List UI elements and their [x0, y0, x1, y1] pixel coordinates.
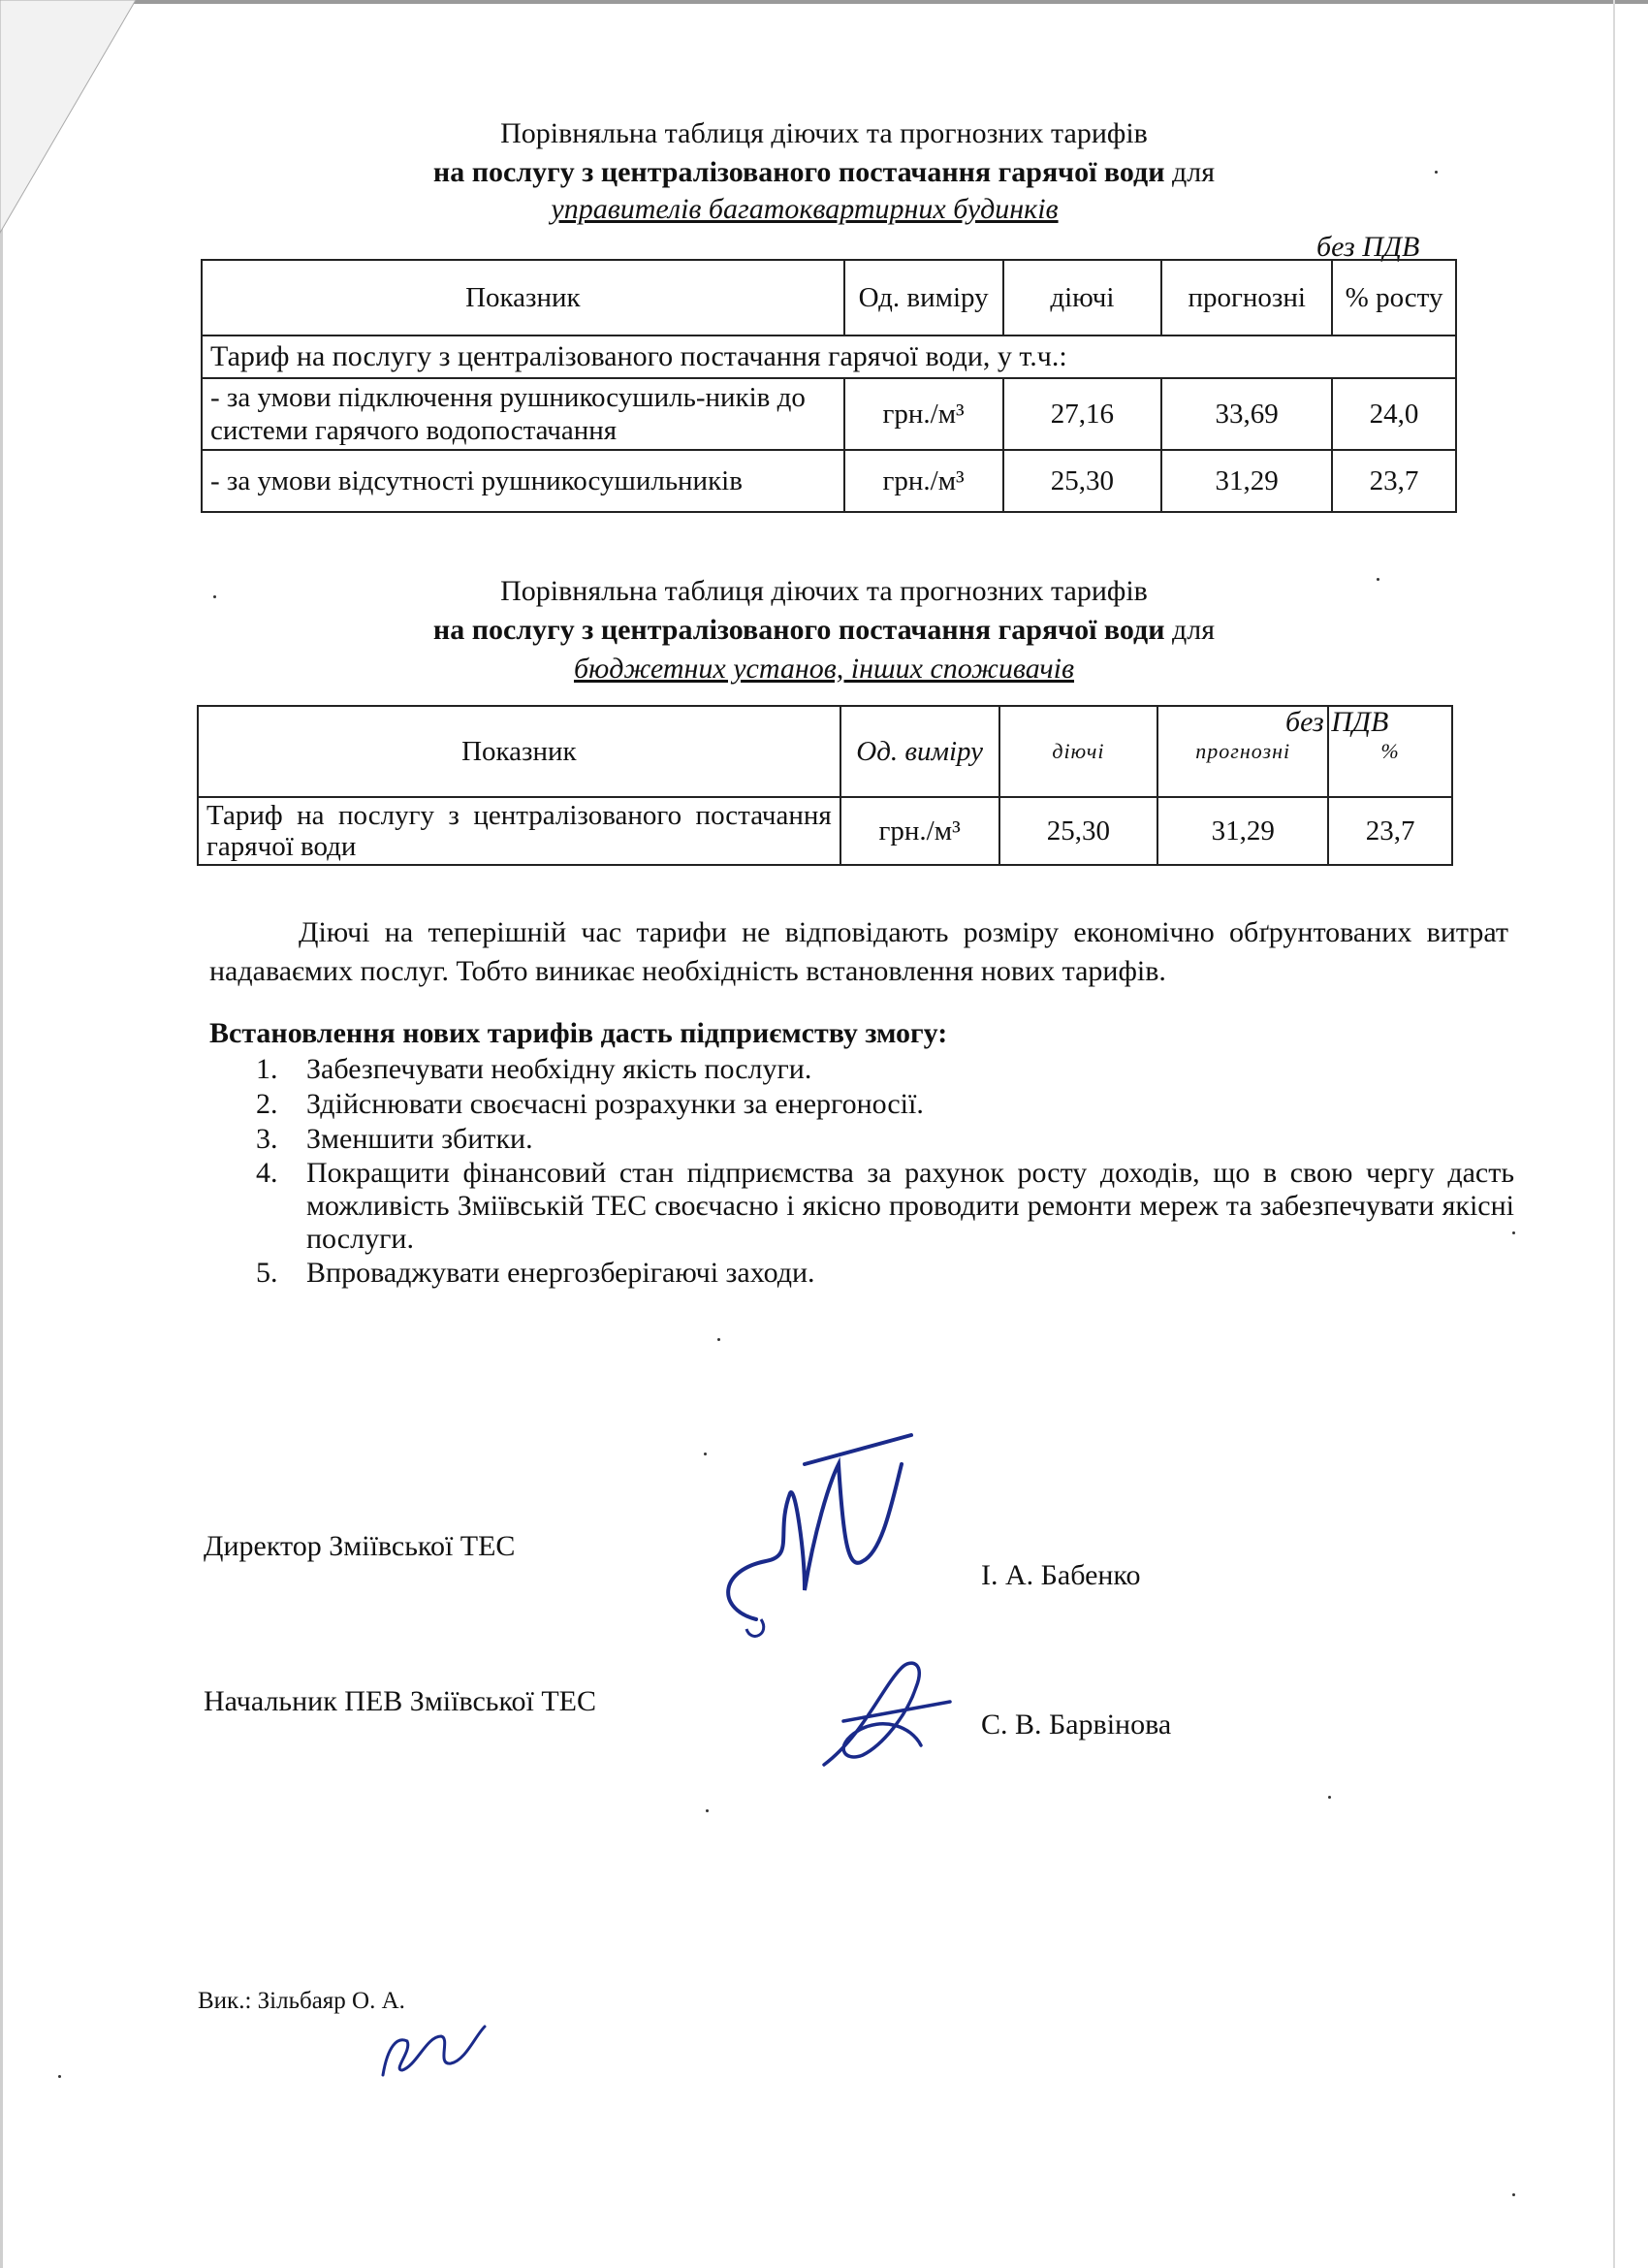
scan-edge-right: [1613, 0, 1615, 2268]
director-signature: [659, 1425, 931, 1648]
header-growth: %: [1328, 706, 1452, 797]
row-current: 27,16: [1003, 378, 1162, 450]
row-unit: грн./м³: [844, 378, 1003, 450]
table2-title-tail: для: [1164, 614, 1216, 646]
list-item-text: Забезпечувати необхідну якість послуги.: [306, 1053, 812, 1085]
scan-fold-corner: [0, 0, 194, 252]
table1-title-line1: Порівняльна таблиця діючих та прогнозних тарифів: [500, 117, 1148, 149]
list-item-text: Впроваджувати енергозберігаючі заходи.: [306, 1257, 815, 1289]
table1-subtitle: управителів багатоквартирних будинків: [551, 193, 1059, 225]
table2-subtitle: бюджетних установ, інших споживачів: [573, 653, 1075, 685]
table1-title-line2: [242, 153, 1406, 192]
scan-speck: [706, 1809, 709, 1812]
head-signature: [805, 1648, 969, 1784]
list-item-text: Зменшити збитки.: [306, 1123, 533, 1155]
scan-speck: [58, 2075, 61, 2078]
row-label: - за умови відсутності рушникосушильників: [202, 450, 844, 512]
table2-title-line1: Порівняльна таблиця діючих та прогнозних тарифів: [500, 575, 1148, 607]
scan-speck: [1512, 2193, 1515, 2196]
list-item: 3. Зменшити збитки.: [256, 1123, 533, 1155]
scan-speck: [1435, 171, 1438, 174]
row-label: - за умови підключення рушникосушиль-ників до системи гарячого водопостачання: [202, 378, 844, 450]
tariff-table-2: [197, 705, 1453, 866]
table2-title-line2: [242, 611, 1406, 650]
director-title: Директор Зміївської ТЕС: [204, 1530, 516, 1562]
row-growth: 23,7: [1328, 797, 1452, 865]
row-label: Тариф на послугу з централізованого постачання гарячої води: [198, 797, 840, 865]
row-forecast: 33,69: [1161, 378, 1332, 450]
list-item-text: Покращити фінансовий стан підприємства за рахунок росту доходів, що в свою чергу дасть можливість Зміївській ТЕС своєчасно і якісно проводити ремонти мереж та забезпечувати якісні послуги.: [306, 1157, 1514, 1255]
head-title: Начальник ПЕВ Зміївської ТЕС: [204, 1685, 596, 1717]
scan-speck: [1377, 578, 1379, 581]
scan-speck: [213, 595, 216, 598]
table-row: [202, 378, 1456, 450]
table1-title-tail: для: [1164, 156, 1216, 188]
justification-paragraph: Діючі на теперішній час тарифи не відповідають розміру економічно обґрунтованих витрат надаваємих послуг. Тобто виникає необхідність встановлення нових тарифів.: [209, 916, 1508, 987]
table-header-row: [198, 706, 1452, 797]
scan-edge-left: [0, 0, 3, 2268]
header-growth: % росту: [1332, 260, 1456, 335]
scan-speck: [1328, 1796, 1331, 1799]
scan-speck: [717, 1338, 720, 1341]
header-forecast: прогнозні: [1157, 706, 1328, 797]
list-heading: Встановлення нових тарифів дасть підприємству змогу:: [209, 1017, 948, 1049]
benefits-list: [225, 1052, 1514, 1291]
table-header-row: [202, 260, 1456, 335]
table-row: [198, 797, 1452, 865]
header-indicator: Показник: [202, 260, 844, 335]
row-forecast: 31,29: [1157, 797, 1328, 865]
header-indicator: Показник: [198, 706, 840, 797]
list-item: 4. Покращити фінансовий стан підприємства за рахунок росту доходів, що в свою чергу дасть можливість Зміївській ТЕС своєчасно і якісно проводити ремонти мереж та забезпечувати якісні послуги.: [256, 1157, 1514, 1255]
header-current: діючі: [999, 706, 1158, 797]
header-forecast: прогнозні: [1161, 260, 1332, 335]
table1-title-bold: на послугу з централізованого постачання гарячої води: [432, 156, 1165, 188]
row-growth: 23,7: [1332, 450, 1456, 512]
table2-note: без ПДВ: [1285, 706, 1389, 738]
table1-note: без ПДВ: [1316, 231, 1420, 263]
header-current: діючі: [1003, 260, 1162, 335]
director-name: І. А. Бабенко: [981, 1559, 1141, 1591]
table-section-row: [202, 335, 1456, 378]
row-growth: 24,0: [1332, 378, 1456, 450]
table-row: [202, 450, 1456, 512]
list-item: 2. Здійснювати своєчасні розрахунки за енергоносії.: [256, 1088, 924, 1120]
row-forecast: 31,29: [1161, 450, 1332, 512]
scan-speck: [704, 1453, 707, 1455]
row-current: 25,30: [1003, 450, 1162, 512]
section-label: Тариф на послугу з централізованого постачання гарячої води, у т.ч.:: [202, 335, 1456, 378]
executor-signature: [368, 2017, 494, 2085]
row-unit: грн./м³: [840, 797, 999, 865]
header-unit: Од. виміру: [840, 706, 999, 797]
row-current: 25,30: [999, 797, 1158, 865]
tariff-table-1: [201, 259, 1457, 513]
executor-label: Вик.: Зільбаяр О. А.: [198, 1988, 405, 2014]
list-item: 5. Впроваджувати енергозберігаючі заходи.: [256, 1257, 815, 1289]
row-unit: грн./м³: [844, 450, 1003, 512]
list-item-text: Здійснювати своєчасні розрахунки за енергоносії.: [306, 1088, 924, 1120]
scan-speck: [1512, 1231, 1515, 1234]
scan-edge-top: [0, 0, 1648, 4]
list-item: 1. Забезпечувати необхідну якість послуги.: [256, 1053, 812, 1085]
header-unit: Од. виміру: [844, 260, 1003, 335]
head-name: С. В. Барвінова: [981, 1709, 1172, 1741]
table2-title-bold: на послугу з централізованого постачання гарячої води: [432, 614, 1165, 646]
